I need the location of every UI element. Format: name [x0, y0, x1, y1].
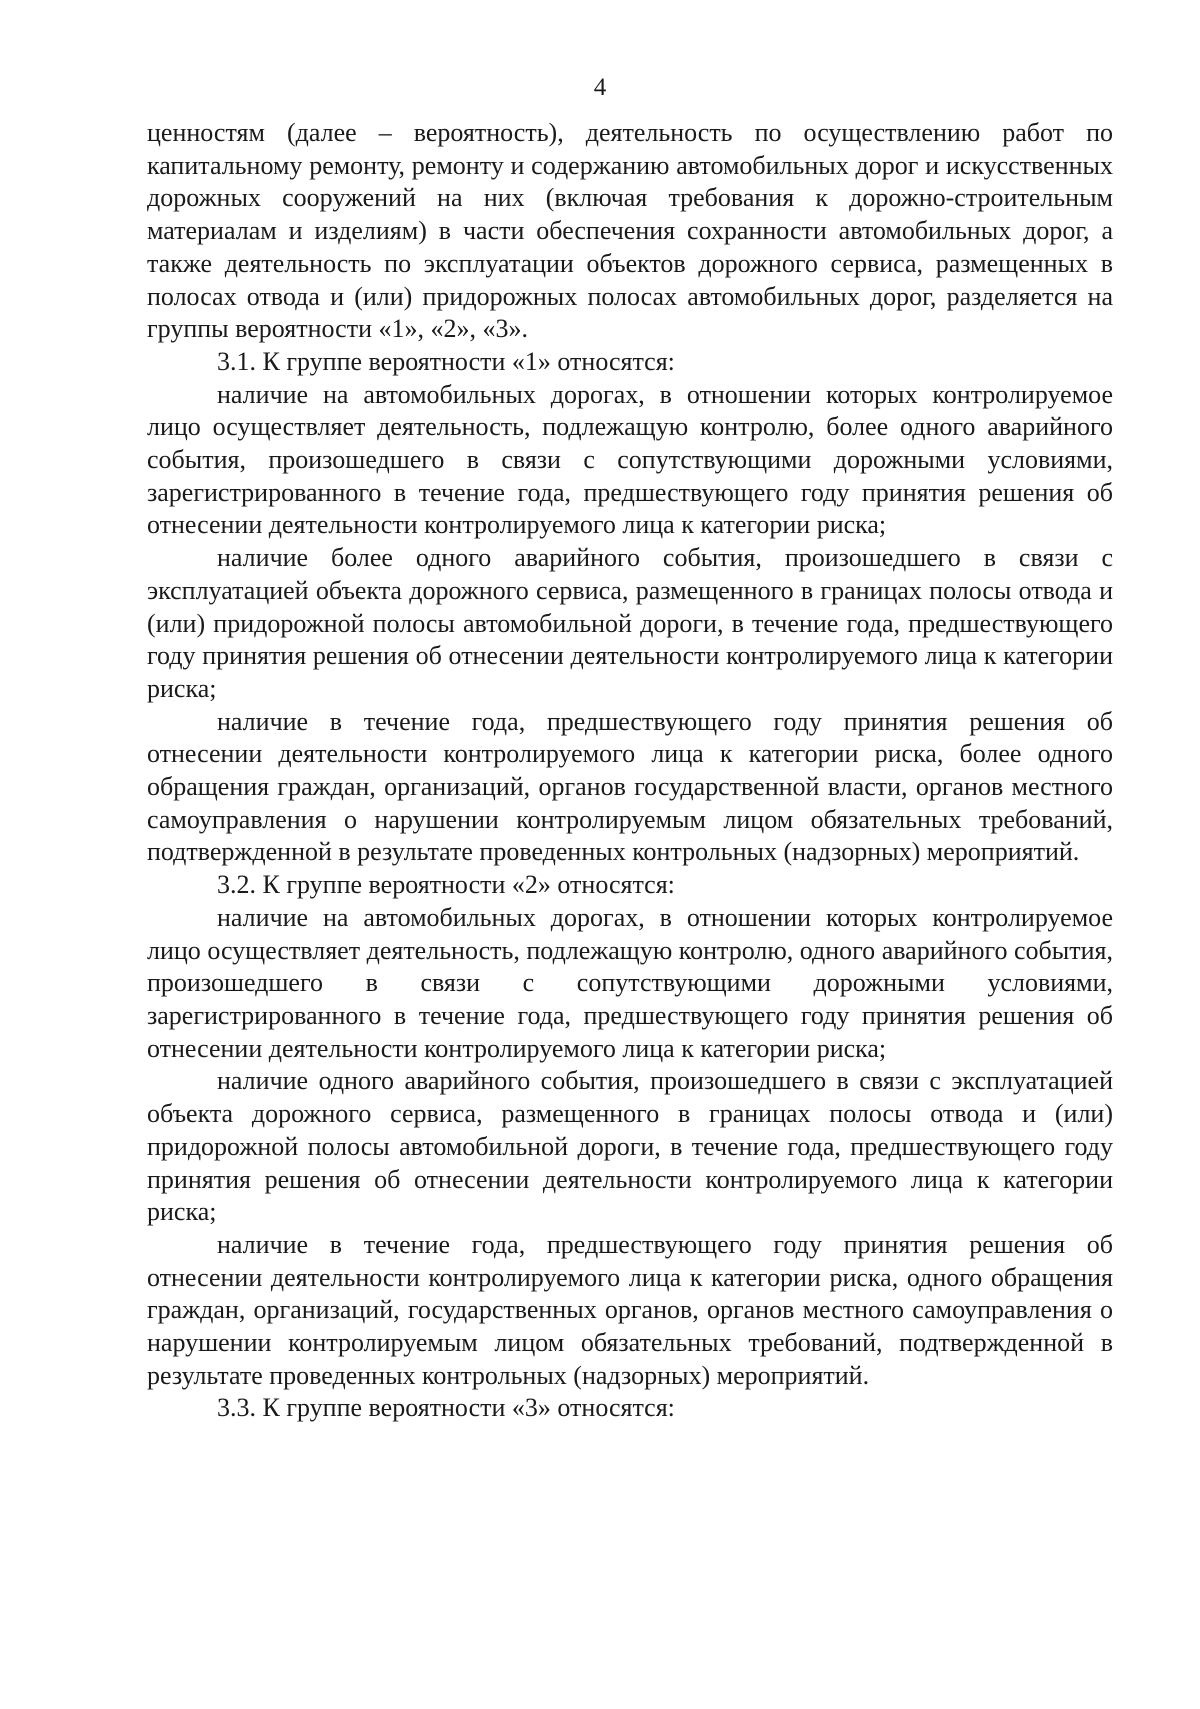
paragraph: наличие на автомобильных дорогах, в отношении которых контролируемое лицо осуществляет деятельность, подлежащую контролю, одного аварийного события, произошедшего в связи с сопутствующими дорожными условиями, зарегистрированного в течение года, предшествующего году принятия решения об отнесении деятельности контролируемого лица к категории риска; [147, 902, 1113, 1063]
paragraph: наличие в течение года, предшествующего году принятия решения об отнесении деятельности контролируемого лица к категории риска, более одного обращения граждан, организаций, органов государственной власти, органов местного самоуправления о нарушении контролируемым лицом обязательных требований, подтвержденной в результате проведенных контрольных (надзорных) мероприятий. [147, 706, 1113, 867]
section-heading-3-2: 3.2. К группе вероятности «2» относятся: [217, 870, 675, 900]
document-body [147, 117, 1113, 1425]
paragraph: наличие одного аварийного события, произошедшего в связи с эксплуатацией объекта дорожного сервиса, размещенного в границах полосы отвода и (или) придорожной полосы автомобильной дороги, в течение года, предшествующего году принятия решения об отнесении деятельности контролируемого лица к категории риска; [147, 1066, 1113, 1227]
paragraph: наличие в течение года, предшествующего году принятия решения об отнесении деятельности контролируемого лица к категории риска, одного обращения граждан, организаций, государственных органов, органов местного самоуправления о нарушении контролируемым лицом обязательных требований, подтвержденной в результате проведенных контрольных (надзорных) мероприятий. [147, 1229, 1113, 1390]
paragraph: наличие более одного аварийного события, произошедшего в связи с эксплуатацией объекта дорожного сервиса, размещенного в границах полосы отвода и (или) придорожной полосы автомобильной дороги, в течение года, предшествующего году принятия решения об отнесении деятельности контролируемого лица к категории риска; [147, 543, 1113, 703]
page-number: 4 [593, 74, 607, 101]
section-heading-3-1: 3.1. К группе вероятности «1» относятся: [217, 346, 675, 376]
paragraph: наличие на автомобильных дорогах, в отношении которых контролируемое лицо осуществляет деятельность, подлежащую контролю, более одного аварийного события, произошедшего в связи с сопутствующими дорожными условиями, зарегистрированного в течение года, предшествующего году принятия решения об отнесении деятельности контролируемого лица к категории риска; [147, 379, 1113, 540]
section-heading-3-3: 3.3. К группе вероятности «3» относятся: [217, 1393, 675, 1423]
paragraph-continuation: ценностям (далее – вероятность), деятельность по осуществлению работ по капитальному ремонту, ремонту и содержанию автомобильных дорог и искусственных дорожных сооружений на них (включая требования к дорожно-строительным материалам и изделиям) в части обеспечения сохранности автомобильных дорог, а также деятельность по эксплуатации объектов дорожного сервиса, размещенных в полосах отвода и (или) придорожных полосах автомобильных дорог, разделяется на группы вероятности «1», «2», «3». [147, 118, 1113, 344]
